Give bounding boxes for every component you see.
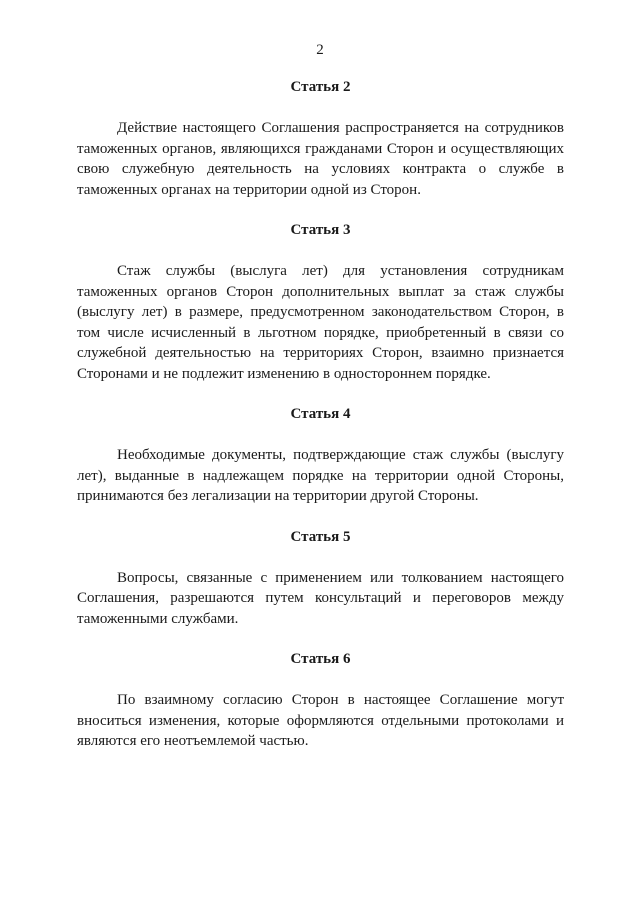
article-5-text: Вопросы, связанные с применением или толкованием настоящего Соглашения, разрешаются путем консультаций и переговоров между таможенными службами.: [77, 569, 564, 627]
article-6-text: По взаимному согласию Сторон в настоящее Соглашение могут вноситься изменения, которые оформляются отдельными протоколами и являются его неотъемлемой частью.: [77, 692, 564, 749]
article-4: [77, 404, 564, 507]
document-content: [77, 77, 564, 752]
article-6: [77, 649, 564, 752]
article-2: [77, 77, 564, 200]
article-3-text: Стаж службы (выслуга лет) для установления сотрудникам таможенных органов Сторон дополнительных выплат за стаж службы (выслугу лет) в размере, предусмотренном законодательством Сторон, в том числе исчисленный в льготном порядке, приобретенный в связи со служебной деятельностью на территориях Сторон, взаимно признается Сторонами и не подлежит изменению в одностороннем порядке.: [77, 263, 564, 382]
article-5-title: Статья 5: [290, 528, 351, 545]
article-2-title: Статья 2: [290, 79, 351, 95]
article-3: [77, 220, 564, 384]
article-2-text: Действие настоящего Соглашения распространяется на сотрудников таможенных органов, являющихся гражданами Сторон и осуществляющих свою служебную деятельность на условиях контракта о службе в таможенных органах на территории одной из Сторон.: [77, 120, 564, 198]
article-4-title: Статья 4: [290, 406, 351, 422]
article-3-title: Статья 3: [290, 222, 351, 238]
page-number: 2: [316, 42, 324, 58]
article-6-title: Статья 6: [290, 651, 351, 667]
article-5: [77, 527, 564, 630]
article-4-text: Необходимые документы, подтверждающие стаж службы (выслугу лет), выданные в надлежащем порядке на территории одной Стороны, принимаются без легализации на территории другой Стороны.: [77, 447, 564, 504]
